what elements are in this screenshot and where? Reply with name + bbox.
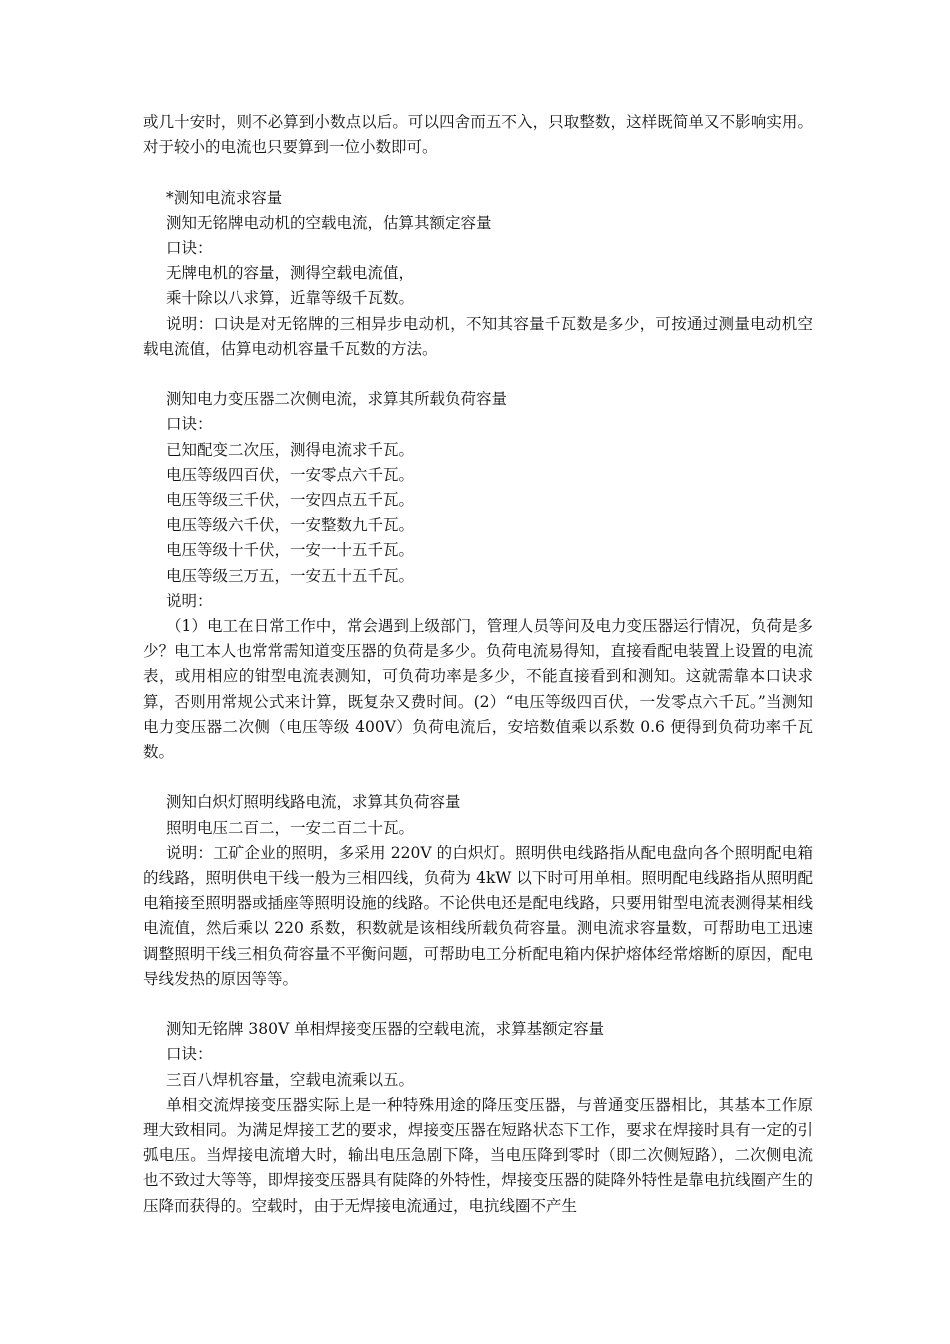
verse-line: 电压等级三千伏，一安四点五千瓦。 xyxy=(166,491,415,510)
explanation-paragraph: 说明：口诀是对无铭牌的三相异步电动机，不知其容量千瓦数是多少，可按通过测量电动机空载电流值，估算电动机容量千瓦数的方法。 xyxy=(143,314,813,358)
koujue-label: 口诀： xyxy=(166,239,213,257)
explanation-paragraph: （1）电工在日常工作中，常会遇到上级部门，管理人员等问及电力变压器运行情况，负荷是多少？电工本人也常常需知道变压器的负荷是多少。负荷电流易得知，直接看配电装置上设置的电流表，或用相应的钳型电流表测知，可负荷功率是多少，不能直接看到和测知。这就需靠本口诀求算，否则用常规公式来计算，既复杂又费时间。(2）“电压等级四百伏，一发零点六千瓦。”当测知电力变压器二次侧（电压等级 400V）负荷电流后，安培数值乘以系数 0.6 便得到负荷功率千瓦数。 xyxy=(143,617,813,762)
paragraph-gap xyxy=(143,362,813,387)
subheading-motor-no-nameplate: 测知无铭牌电动机的空载电流，估算其额定容量 xyxy=(166,213,492,232)
verse-line: 照明电压二百二，一安二百二十瓦。 xyxy=(166,818,415,837)
verse-line: 电压等级四百伏，一安零点六千瓦。 xyxy=(166,465,415,484)
verse-line: 三百八焊机容量，空载电流乘以五。 xyxy=(166,1070,415,1089)
explanation-label: 说明： xyxy=(166,591,213,610)
paragraph-gap xyxy=(143,160,813,185)
paragraph-gap xyxy=(143,765,813,790)
verse-line: 乘十除以八求算，近靠等级千瓦数。 xyxy=(166,289,415,308)
koujue-label: 口诀： xyxy=(166,415,213,434)
document-page xyxy=(143,110,813,1219)
subheading-transformer-secondary: 测知电力变压器二次侧电流，求算其所载负荷容量 xyxy=(166,390,508,409)
koujue-label: 口诀： xyxy=(166,1045,213,1064)
explanation-paragraph: 说明：工矿企业的照明，多采用 220V 的白炽灯。照明供电线路指从配电盘向各个照明配电箱的线路，照明供电干线一般为三相四线，负荷为 4kW 以下时可用单相。照明配电线路指从照明配电箱接至照明器或插座等照明设施的线路。不论供电还是配电线路，只要用钳型电流表测得某相线电流值，然后乘以 220 系数，积数就是该相线所载负荷容量。测电流求容量数，可帮助电工迅速调整照明干线三相负荷容量不平衡问题，可帮助电工分析配电箱内保护熔体经常熔断的原因，配电导线发热的原因等等。 xyxy=(143,843,813,988)
intro-paragraph: 或几十安时，则不必算到小数点以后。可以四舍而五不入，只取整数，这样既简单又不影响实用。对于较小的电流也只要算到一位小数即可。 xyxy=(143,113,813,157)
subheading-lighting-circuit: 测知白炽灯照明线路电流，求算其负荷容量 xyxy=(166,793,461,812)
verse-line: 电压等级十千伏，一安一十五千瓦。 xyxy=(166,541,415,560)
section-heading-current-capacity: *测知电流求容量 xyxy=(166,188,283,207)
verse-line: 已知配变二次压，测得电流求千瓦。 xyxy=(166,440,415,459)
paragraph-gap xyxy=(143,992,813,1017)
subheading-welding-transformer: 测知无铭牌 380V 单相焊接变压器的空载电流，求算基额定容量 xyxy=(166,1020,605,1039)
verse-line: 电压等级三万五，一安五十五千瓦。 xyxy=(166,566,415,585)
verse-line: 无牌电机的容量，测得空载电流值， xyxy=(166,264,415,283)
explanation-paragraph: 单相交流焊接变压器实际上是一种特殊用途的降压变压器，与普通变压器相比，其基本工作原理大致相同。为满足焊接工艺的要求，焊接变压器在短路状态下工作，要求在焊接时具有一定的引弧电压。当焊接电流增大时，输出电压急剧下降，当电压降到零时（即二次侧短路），二次侧电流也不致过大等等，即焊接变压器具有陡降的外特性，焊接变压器的陡降外特性是靠电抗线圈产生的压降而获得的。空载时，由于无焊接电流通过，电抗线圈不产生 xyxy=(143,1095,813,1215)
verse-line: 电压等级六千伏，一安整数九千瓦。 xyxy=(166,516,415,535)
